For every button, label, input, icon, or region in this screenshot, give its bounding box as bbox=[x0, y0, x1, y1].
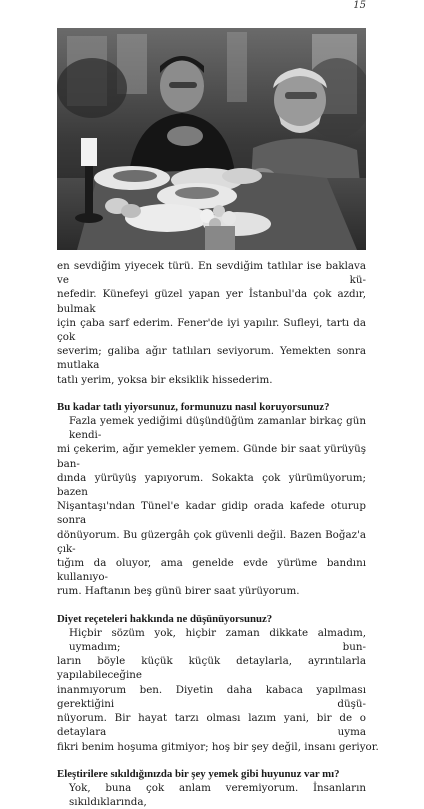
text-line: severim; galiba ağır tatlıları seviyorum. Yemekten sonra mutlaka bbox=[57, 345, 366, 372]
text-line: en sevdiğim yiyecek türü. En sevdiğim tatlılar ise baklava ve kü- bbox=[57, 260, 366, 287]
text-line: Yok, buna çok anlam veremiyorum. İnsanların sıkıldıklarında, bbox=[69, 781, 366, 809]
article-body bbox=[57, 259, 379, 809]
text-line: Nişantaşı'ndan Tünel'e kadar gidip orada kafede oturup sonra bbox=[57, 500, 366, 527]
text-line: rum. Haftanın beş günü birer saat yürüyorum. bbox=[57, 585, 300, 598]
text-line: Hiçbir sözüm yok, hiçbir zaman dikkate almadım, uymadım; bun- bbox=[69, 626, 366, 654]
paragraph-answer-1 bbox=[57, 259, 366, 387]
text-line: nefedir. Künefeyi güzel yapan yer İstanbul'da çok azdır, bulmak bbox=[57, 288, 366, 315]
text-line: nüyorum. Bir hayat tarzı olması lazım yani, bir de o detaylara uyma bbox=[57, 712, 366, 739]
text-line: ların böyle küçük küçük detaylarla, ayrıntılarla yapılabileceğine bbox=[57, 655, 366, 682]
text-line: mi çekerim, ağır yemekler yemem. Günde bir saat yürüyüş ban- bbox=[57, 443, 366, 470]
text-line: tatlı yerim, yoksa bir eksiklik hissederim. bbox=[57, 373, 273, 386]
interview-question-1: Bu kadar tatlı yiyorsunuz, formunuzu nasıl koruyorsunuz? bbox=[57, 400, 330, 413]
paragraph-answer-3 bbox=[57, 626, 379, 754]
text-line: dönüyorum. Bu güzergâh çok güvenli değil. Bazen Boğaz'a çık- bbox=[57, 528, 366, 555]
text-line: Fazla yemek yediğimi düşündüğüm zamanlar birkaç gün kendi- bbox=[69, 415, 366, 442]
interview-question-3: Eleştirilere sıkıldığınızda bir şey yemek gibi huyunuz var mı? bbox=[57, 767, 340, 780]
photo-two-men-at-dinner-table bbox=[57, 28, 366, 250]
text-line: inanmıyorum ben. Diyetin daha kabaca yapılması gerektiğini düşü- bbox=[57, 683, 366, 710]
text-line: dında yürüyüş yapıyorum. Sokakta çok yürümüyorum; bazen bbox=[57, 471, 366, 499]
text-line: fikri benim hoşuma gitmiyor; hoş bir şey değil, insanı geriyor. bbox=[57, 740, 379, 753]
interview-question-2: Diyet reçeteleri hakkında ne düşünüyorsunuz? bbox=[57, 612, 273, 625]
page-number: 15 bbox=[353, 0, 366, 11]
text-line: için çaba sarf ederim. Fener'de iyi yapılır. Sufleyi, tartı da çok bbox=[57, 316, 366, 344]
paragraph-answer-2 bbox=[57, 414, 366, 599]
paragraph-answer-4 bbox=[57, 781, 366, 809]
text-line: tığım da oluyor, ama genelde evde yürüme bandını kullanıyo- bbox=[57, 557, 366, 584]
